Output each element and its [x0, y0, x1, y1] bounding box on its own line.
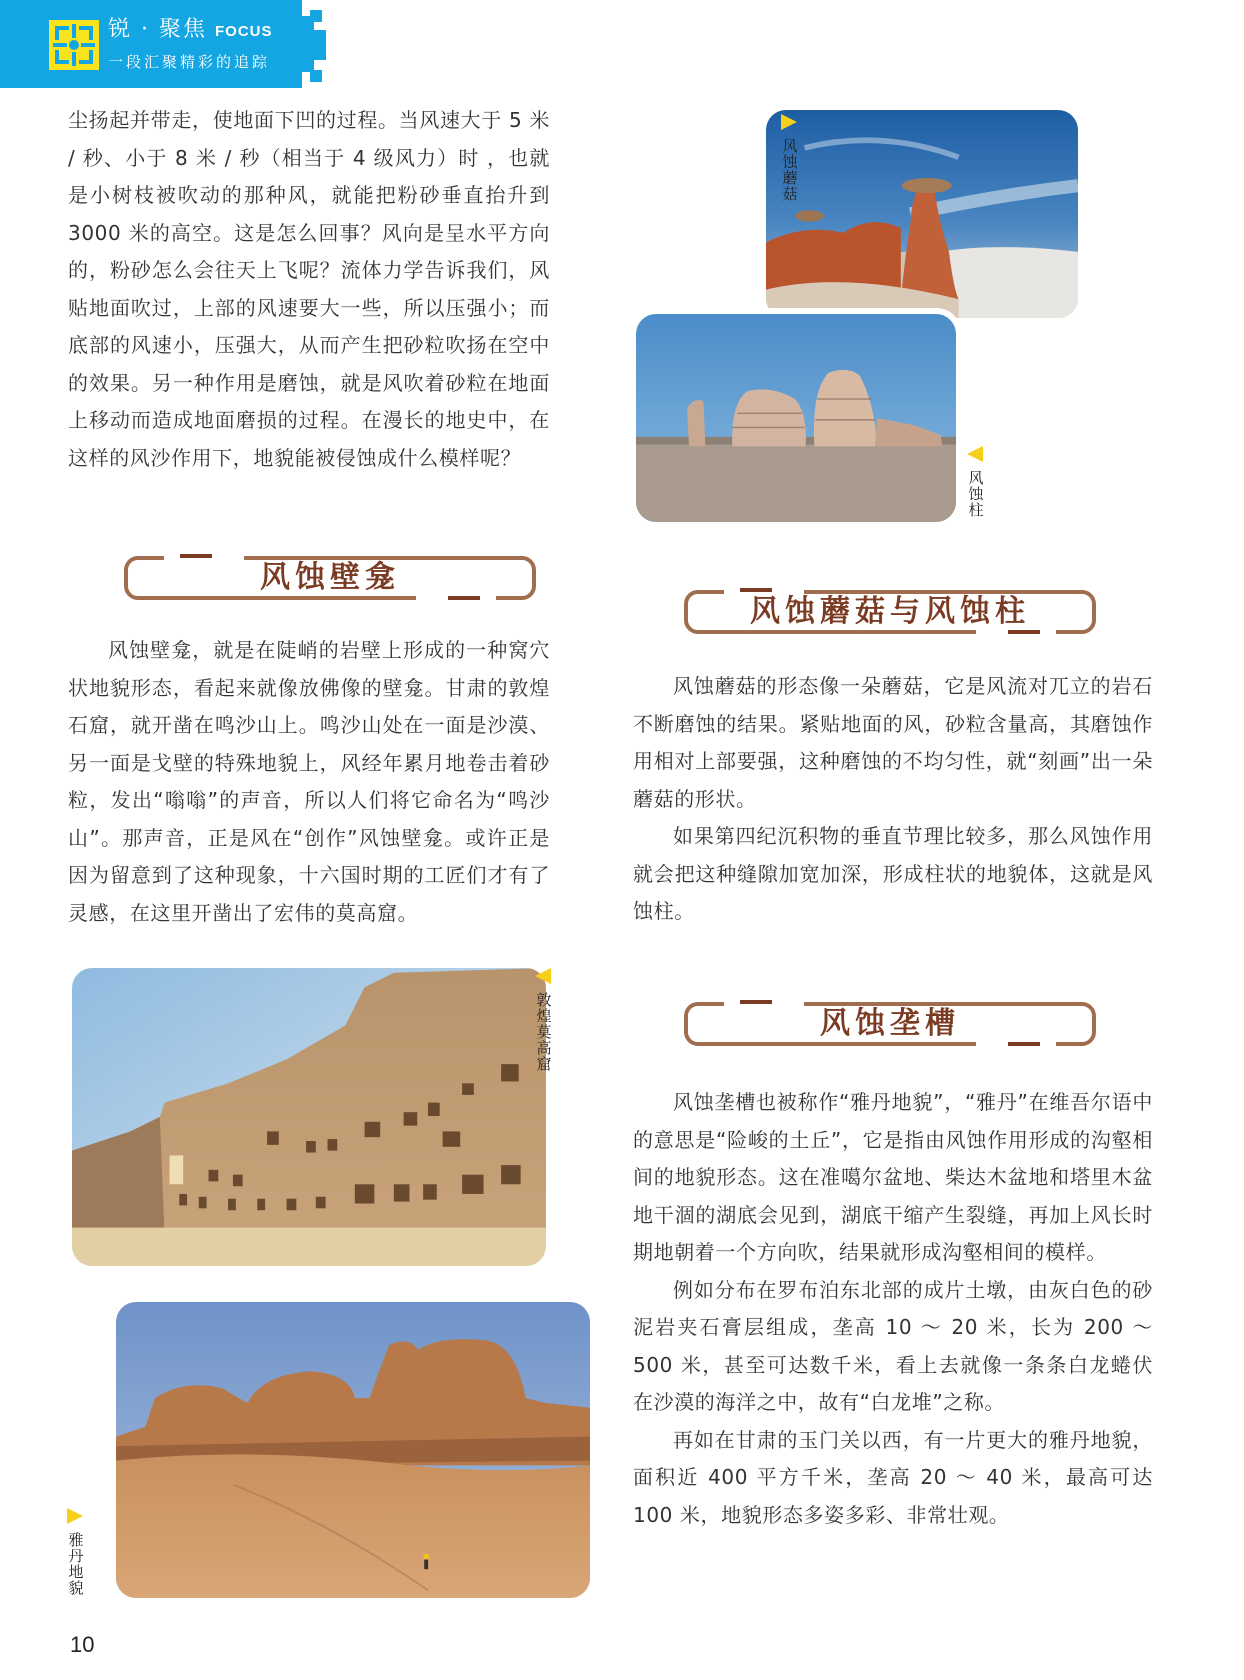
- intro-paragraph: 尘扬起并带走，使地面下凹的过程。当风速大于 5 米 / 秒、小于 8 米 / 秒（相当于 4 级风力）时 ，也就是小树枝被吹动的那种风，就能把粉砂垂直抬升到 3000 米的高空。这是怎么回事？风向是呈水平方向的，粉砂怎么会往天上飞呢？流体力学告诉我们，风贴地面吹过，上部的风速要大一些，所以压强小；而底部的风速小，压强大，从而产生把砂粒吹扬在空中的效果。另一种作用是磨蚀，就是风吹着砂粒在地面上移动而造成地面磨损的过程。在漫长的地史中，在这样的风沙作用下，地貌能被侵蚀成什么模样呢？: [68, 108, 550, 470]
- caption-arrow-icon: [781, 114, 797, 130]
- caption-text: 风蚀蘑菇: [780, 138, 799, 202]
- brand-title: [108, 17, 272, 45]
- section-title: 风蚀蘑菇与风蚀柱: [750, 594, 1030, 629]
- caption-text: 敦煌莫高窟: [534, 992, 553, 1072]
- caption-text: 风蚀柱: [966, 470, 985, 518]
- photo-dunhuang-mogao-caves: [66, 962, 552, 1272]
- photo-yardang-landform: [110, 1296, 596, 1604]
- section-mushroom-pillar-text: [633, 668, 1153, 931]
- brand-subtitle: 一段汇聚精彩的追踪: [108, 53, 271, 71]
- banner-pixel-edge: [302, 16, 314, 72]
- paragraph: 例如分布在罗布泊东北部的成片土墩，由灰白色的砂泥岩夹石膏层组成，垄高 10 ～ 20 米，长为 200 ～ 500 米，甚至可达数千米，看上去就像一条条白龙蜷伏在沙漠的海洋之中，故有“白龙堆”之称。: [633, 1277, 1153, 1414]
- paragraph: 再如在甘肃的玉门关以西，有一片更大的雅丹地貌，面积近 400 平方千米，垄高 20 ～ 40 米，最高可达 100 米，地貌形态多姿多彩、非常壮观。: [633, 1427, 1153, 1527]
- paragraph: 风蚀蘑菇的形态像一朵蘑菇，它是风流对兀立的岩石不断磨蚀的结果。紧贴地面的风，砂粒含量高，其磨蚀作用相对上部要强，这种磨蚀的不均匀性，就“刻画”出一朵蘑菇的形状。: [633, 674, 1153, 811]
- photo-wind-erosion-mushroom: [760, 104, 1084, 324]
- brand-title-en: FOCUS: [214, 23, 273, 40]
- focus-target-icon: [49, 20, 99, 70]
- section-dash: [180, 554, 212, 558]
- caption-arrow-icon: [967, 446, 983, 462]
- caption-text: 雅丹地貌: [66, 1532, 85, 1596]
- banner-pixel: [310, 10, 322, 22]
- caption-mushroom: [778, 114, 800, 202]
- paragraph: 如果第四纪沉积物的垂直节理比较多，那么风蚀作用就会把这种缝隙加宽加深，形成柱状的地貌体，这就是风蚀柱。: [633, 824, 1153, 923]
- photo-wind-erosion-pillar: [630, 308, 962, 528]
- section-header-yardang: [684, 994, 1096, 1052]
- caption-arrow-icon: [535, 968, 551, 984]
- section-dash: [740, 588, 772, 592]
- section-dash: [448, 596, 480, 600]
- caption-arrow-icon: [67, 1508, 83, 1524]
- paragraph: 风蚀垄槽也被称作“雅丹地貌”，“雅丹”在维吾尔语中的意思是“险峻的土丘”，它是指由风蚀作用形成的沟壑相间的地貌形态。这在准噶尔盆地、柴达木盆地和塔里木盆地干涸的湖底会见到，湖底干缩产生裂缝，再加上风长时期地朝着一个方向吹，结果就形成沟壑相间的模样。: [633, 1090, 1153, 1264]
- section-dash: [1008, 630, 1040, 634]
- section-yardang-text: [633, 1084, 1153, 1534]
- caption-pillar: [964, 446, 986, 518]
- section-title: 风蚀壁龛: [260, 560, 400, 595]
- paragraph: 风蚀壁龛，就是在陡峭的岩壁上形成的一种窝穴状地貌形态，看起来就像放佛像的壁龛。甘肃的敦煌石窟，就开凿在鸣沙山上。鸣沙山处在一面是沙漠、另一面是戈壁的特殊地貌上，风经年累月地卷击着砂粒，发出“嗡嗡”的声音，所以人们将它命名为“鸣沙山”。那声音，正是风在“创作”风蚀壁龛。或许正是因为留意到了这种现象，十六国时期的工匠们才有了灵感，在这里开凿出了宏伟的莫高窟。: [68, 638, 550, 925]
- section-header-niche: [124, 548, 536, 606]
- page-number: 10: [70, 1632, 95, 1657]
- intro-text: [68, 102, 550, 477]
- section-header-mushroom-pillar: [684, 582, 1096, 640]
- brand-title-cn: 锐 · 聚焦: [108, 17, 207, 42]
- section-dash: [740, 1000, 772, 1004]
- caption-yardang: [64, 1508, 86, 1596]
- section-niche-text: [68, 632, 550, 932]
- banner-pixel-edge: [314, 30, 326, 60]
- banner-pixel: [310, 70, 322, 82]
- section-dash: [1008, 1042, 1040, 1046]
- caption-mogao: [532, 968, 554, 1072]
- section-title: 风蚀垄槽: [820, 1006, 960, 1041]
